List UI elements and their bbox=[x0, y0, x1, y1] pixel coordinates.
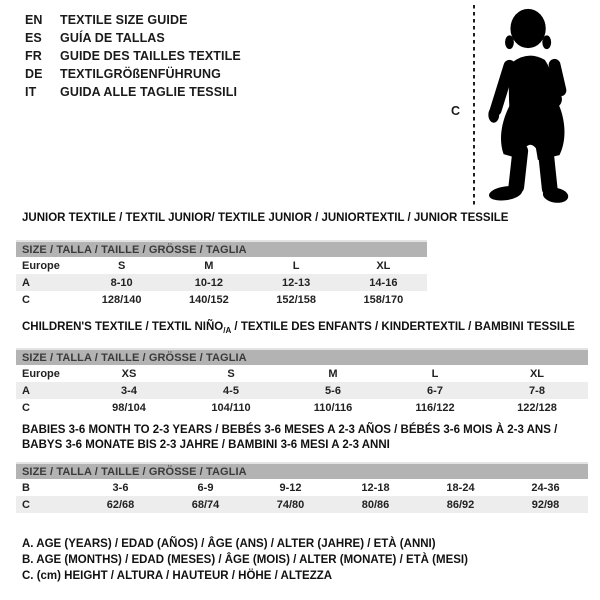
footnotes bbox=[22, 536, 468, 584]
heading-subscript: /A bbox=[223, 326, 232, 335]
table-row-europe bbox=[16, 257, 427, 274]
table-row-height bbox=[16, 399, 588, 416]
age-cell: 6-7 bbox=[427, 384, 443, 397]
age-cell: 7-8 bbox=[529, 384, 545, 397]
size-cell: S bbox=[227, 367, 235, 380]
section-heading-babies bbox=[22, 423, 557, 453]
language-code: EN bbox=[25, 13, 43, 27]
height-cell: 92/98 bbox=[531, 498, 560, 511]
age-cell: 3-4 bbox=[121, 384, 137, 397]
section-heading-children bbox=[22, 320, 575, 335]
language-code: DE bbox=[25, 67, 43, 81]
height-cell: 152/158 bbox=[276, 293, 316, 306]
language-row-it bbox=[25, 83, 241, 101]
age-cell: 6-9 bbox=[197, 481, 214, 494]
row-label: A bbox=[22, 276, 30, 289]
language-row-en bbox=[25, 11, 241, 29]
height-cell: 104/110 bbox=[211, 401, 251, 414]
table-row-height bbox=[16, 496, 588, 513]
age-cell: 8-10 bbox=[110, 276, 133, 289]
row-label: B bbox=[22, 481, 30, 494]
page-title: TEXTILE SIZE GUIDE bbox=[60, 13, 188, 27]
language-row-de bbox=[25, 65, 241, 83]
height-cell: 158/170 bbox=[363, 293, 404, 306]
size-cell: XL bbox=[376, 259, 391, 272]
language-code: FR bbox=[25, 49, 42, 63]
language-code: IT bbox=[25, 85, 37, 99]
size-cell: S bbox=[117, 259, 126, 272]
row-label: A bbox=[22, 384, 30, 397]
height-cell: 116/122 bbox=[415, 401, 455, 414]
size-cell: L bbox=[431, 367, 439, 380]
language-code: ES bbox=[25, 31, 42, 45]
section-heading-junior: JUNIOR TEXTILE / TEXTIL JUNIOR/ TEXTILE JUNIOR / JUNIORTEXTIL / JUNIOR TESSILE bbox=[22, 212, 509, 224]
height-cell: 140/152 bbox=[188, 293, 229, 306]
age-cell: 12-13 bbox=[282, 276, 311, 289]
height-measure-dashed-line bbox=[473, 5, 475, 208]
babies-size-table bbox=[16, 462, 588, 513]
height-cell: 74/80 bbox=[276, 498, 305, 511]
age-cell: 9-12 bbox=[279, 481, 302, 494]
size-cell: L bbox=[292, 259, 300, 272]
age-cell: 4-5 bbox=[223, 384, 239, 397]
age-cell: 12-18 bbox=[361, 481, 390, 494]
size-cell: XS bbox=[121, 367, 137, 380]
age-cell: 10-12 bbox=[194, 276, 223, 289]
page-title: TEXTILGRÖßENFÜHRUNG bbox=[60, 67, 221, 81]
footnote-c: C. (cm) HEIGHT / ALTURA / HAUTEUR / HÖHE / ALTEZZA bbox=[22, 570, 333, 582]
table-row-age bbox=[16, 274, 427, 291]
size-cell: XL bbox=[529, 367, 545, 380]
page-title: GUIDA ALLE TAGLIE TESSILI bbox=[60, 85, 238, 99]
children-size-table bbox=[16, 348, 588, 416]
row-label: C bbox=[22, 401, 30, 414]
page-title: GUÍA DE TALLAS bbox=[60, 31, 165, 45]
table-row-height bbox=[16, 291, 427, 308]
row-label: Europe bbox=[22, 367, 60, 380]
height-cell: 128/140 bbox=[101, 293, 142, 306]
row-label: C bbox=[22, 498, 30, 511]
size-cell: M bbox=[204, 259, 214, 272]
language-row-es bbox=[25, 29, 241, 47]
heading-line-2: BABYS 3-6 MONATE BIS 2-3 JAHRE / BAMBINI 3-6 MESI A 2-3 ANNI bbox=[22, 439, 390, 451]
age-cell: 3-6 bbox=[112, 481, 129, 494]
toddler-silhouette-image bbox=[483, 4, 583, 210]
page-title: GUIDE DES TAILLES TEXTILE bbox=[60, 49, 241, 63]
height-cell: 86/92 bbox=[446, 498, 475, 511]
footnote-a: A. AGE (YEARS) / EDAD (AÑOS) / ÂGE (ANS) / ALTER (JAHRE) / ETÀ (ANNI) bbox=[22, 538, 436, 550]
size-header-bar: SIZE / TALLA / TAILLE / GRÖSSE / TAGLIA bbox=[16, 348, 588, 365]
heading-line-1: BABIES 3-6 MONTH TO 2-3 YEARS / BEBÉS 3-6 MESES A 2-3 AÑOS / BÉBÉS 3-6 MOIS À 2-3 ANS / bbox=[22, 424, 558, 436]
height-cell: 110/116 bbox=[313, 401, 353, 414]
table-row-europe bbox=[16, 365, 588, 382]
junior-size-table bbox=[16, 240, 427, 308]
height-cell: 62/68 bbox=[106, 498, 135, 511]
table-row-age bbox=[16, 382, 588, 399]
size-cell: M bbox=[328, 367, 338, 380]
table-row-age-months bbox=[16, 479, 588, 496]
age-cell: 5-6 bbox=[325, 384, 341, 397]
height-cell: 80/86 bbox=[361, 498, 390, 511]
height-cell: 122/128 bbox=[517, 401, 557, 414]
age-cell: 24-36 bbox=[531, 481, 560, 494]
language-title-list bbox=[25, 11, 241, 101]
size-header-bar: SIZE / TALLA / TAILLE / GRÖSSE / TAGLIA bbox=[16, 240, 427, 257]
age-cell: 14-16 bbox=[369, 276, 398, 289]
size-header-bar: SIZE / TALLA / TAILLE / GRÖSSE / TAGLIA bbox=[16, 462, 588, 479]
language-row-fr bbox=[25, 47, 241, 65]
height-measure-label: C bbox=[451, 104, 461, 118]
row-label: Europe bbox=[22, 259, 60, 272]
heading-text: / TEXTILE DES ENFANTS / KINDERTEXTIL / BAMBINI TESSILE bbox=[231, 321, 575, 333]
height-cell: 98/104 bbox=[112, 401, 146, 414]
heading-text: CHILDREN'S TEXTILE / TEXTIL NIÑO bbox=[22, 321, 224, 333]
row-label: C bbox=[22, 293, 30, 306]
footnote-b: B. AGE (MONTHS) / EDAD (MESES) / ÂGE (MOIS) / ALTER (MONATE) / ETÀ (MESI) bbox=[22, 554, 468, 566]
age-cell: 18-24 bbox=[446, 481, 475, 494]
height-cell: 68/74 bbox=[191, 498, 220, 511]
